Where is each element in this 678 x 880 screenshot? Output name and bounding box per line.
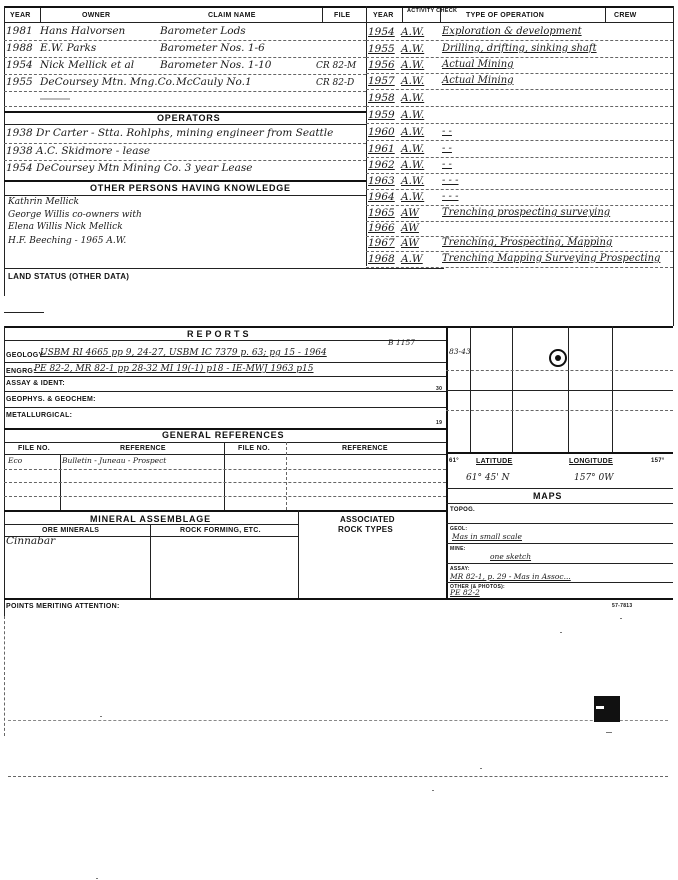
speck bbox=[560, 632, 562, 633]
owner-year: 1981 bbox=[6, 25, 33, 37]
speck bbox=[480, 768, 482, 769]
header-crew: CREW bbox=[614, 12, 637, 19]
operation-initials: A.W. bbox=[401, 109, 425, 121]
grid-line bbox=[446, 410, 673, 411]
operation-row-rule bbox=[366, 73, 673, 74]
operation-initials: A.W. bbox=[401, 191, 425, 203]
operation-initials: A.W. bbox=[401, 26, 425, 38]
operation-initials: AW bbox=[401, 207, 419, 219]
grid-line bbox=[512, 326, 513, 452]
operation-initials: AW bbox=[401, 222, 419, 234]
grid-line bbox=[446, 370, 673, 371]
latitude-value: 61° 45' N bbox=[466, 473, 510, 483]
section-rule bbox=[4, 195, 366, 196]
mine-label: MINE: bbox=[450, 546, 466, 552]
operation-initials: A.W. bbox=[401, 175, 425, 187]
section-rule bbox=[4, 598, 673, 600]
maps-title: MAPS bbox=[533, 491, 563, 501]
knowledge-entry: H.F. Beeching - 1965 A.W. bbox=[8, 236, 127, 246]
operation-year: 1964 bbox=[368, 191, 395, 203]
location-marker-icon bbox=[549, 349, 567, 367]
geophys-label: GEOPHYS. & GEOCHEM: bbox=[6, 396, 96, 403]
reference-header-2: REFERENCE bbox=[342, 445, 388, 452]
general-ref-text: Bulletin - Juneau - Prospect bbox=[62, 456, 167, 465]
operation-year: 1966 bbox=[368, 222, 395, 234]
operation-row-rule bbox=[366, 106, 673, 107]
operation-year: 1957 bbox=[368, 75, 395, 87]
owner-name: Nick Mellick et al bbox=[40, 59, 135, 71]
geology-value: USBM RI 4665 pp 9, 24-27, USBM IC 7379 p. 63; pg 15 - 1964 bbox=[40, 348, 327, 358]
form-number: 57-7813 bbox=[612, 603, 633, 609]
right-border bbox=[673, 6, 674, 326]
operation-initials: A.W. bbox=[401, 143, 425, 155]
center-divider bbox=[366, 6, 367, 266]
assay-map-value: MR 82-1, p. 29 - Mas in Assoc... bbox=[450, 572, 571, 581]
row-rule bbox=[4, 143, 366, 144]
grid-line bbox=[446, 390, 673, 391]
row-rule bbox=[446, 582, 673, 583]
header-file: FILE bbox=[334, 12, 351, 19]
operation-initials: AW bbox=[401, 237, 419, 249]
points-meriting-label: POINTS MERITING ATTENTION: bbox=[6, 603, 120, 610]
claim-name: Barometer Nos. 1-6 bbox=[160, 42, 265, 54]
claim-file: CR 82-M bbox=[316, 61, 357, 71]
scan-mark-inner bbox=[596, 706, 604, 709]
row-rule bbox=[4, 391, 446, 392]
long-suffix: 157° bbox=[651, 458, 665, 464]
operation-year: 1961 bbox=[368, 143, 395, 155]
operation-type: Trenching prospecting surveying bbox=[442, 207, 611, 218]
operation-initials: A.W. bbox=[401, 75, 425, 87]
operation-row-rule bbox=[366, 140, 673, 141]
ore-mineral-value: Cinnabar bbox=[6, 535, 56, 547]
header-activity: ACTIVITY CHECK bbox=[407, 8, 458, 14]
header-rule bbox=[4, 22, 674, 23]
operation-type: - - bbox=[442, 126, 452, 137]
operation-initials: A.W. bbox=[401, 159, 425, 171]
section-rule bbox=[4, 124, 366, 125]
mineral-assemblage-title: MINERAL ASSEMBLAGE bbox=[90, 514, 211, 524]
knowledge-entry: George Willis co-owners with bbox=[8, 210, 142, 220]
operation-year: 1963 bbox=[368, 175, 395, 187]
header-divider bbox=[440, 8, 441, 22]
speck bbox=[606, 732, 612, 733]
section-rule bbox=[4, 180, 366, 182]
marker-text: 83-43 bbox=[449, 347, 471, 356]
operation-year: 1958 bbox=[368, 92, 395, 104]
row-rule bbox=[4, 91, 366, 92]
header-divider bbox=[605, 8, 606, 22]
operation-type: Drilling, drifting, sinking shaft bbox=[442, 43, 597, 54]
ore-minerals-header: ORE MINERALS bbox=[42, 527, 100, 534]
row-rule bbox=[4, 57, 366, 58]
operation-row-rule bbox=[366, 40, 673, 41]
header-divider bbox=[402, 8, 403, 22]
metallurgical-label: METALLURGICAL: bbox=[6, 412, 73, 419]
assay-label: ASSAY & IDENT: bbox=[6, 380, 66, 387]
col-rule bbox=[286, 442, 287, 510]
row-rule bbox=[4, 482, 446, 483]
operation-row-rule bbox=[366, 157, 673, 158]
owner-name: DeCoursey Mtn. Mng.Co. bbox=[40, 76, 176, 88]
operation-type: Trenching Mapping Surveying Prospecting bbox=[442, 253, 661, 264]
header-year-2: YEAR bbox=[373, 12, 394, 19]
header-claim-name: CLAIM NAME bbox=[208, 12, 256, 19]
row-rule bbox=[4, 407, 446, 408]
operation-initials: A.W. bbox=[401, 92, 425, 104]
geology-note: B 1157 bbox=[388, 338, 415, 347]
other-photos-label: OTHER (& PHOTOS): bbox=[450, 584, 506, 590]
geol-value: Mas in small scale bbox=[452, 532, 522, 541]
operation-initials: A.W. bbox=[401, 126, 425, 138]
owner-year: 1988 bbox=[6, 42, 33, 54]
row-rule bbox=[4, 362, 446, 363]
owner-name: E.W. Parks bbox=[40, 42, 97, 54]
owner-year: 1954 bbox=[6, 59, 33, 71]
row-rule bbox=[4, 106, 366, 107]
row-rule bbox=[446, 523, 673, 524]
row-rule bbox=[446, 563, 673, 564]
operation-type: Actual Mining bbox=[442, 59, 514, 70]
section-rule bbox=[446, 503, 673, 504]
right-panel-divider bbox=[446, 326, 448, 598]
other-photos-value: PE 82-2 bbox=[450, 588, 480, 597]
operation-type: Exploration & development bbox=[442, 26, 582, 37]
operation-row-rule bbox=[366, 57, 673, 58]
header-type-of-operation: TYPE OF OPERATION bbox=[466, 12, 545, 19]
associated-label: ASSOCIATED bbox=[340, 515, 395, 524]
operation-year: 1967 bbox=[368, 237, 395, 249]
margin-mark: 19 bbox=[436, 420, 443, 426]
operation-row-rule bbox=[366, 189, 673, 190]
land-status-label: LAND STATUS (OTHER DATA) bbox=[8, 272, 130, 281]
rock-forming-header: ROCK FORMING, ETC. bbox=[180, 527, 261, 534]
operation-type: - - bbox=[442, 143, 452, 154]
row-rule bbox=[4, 40, 366, 41]
operation-initials: A.W bbox=[401, 253, 423, 265]
land-status-mark bbox=[4, 312, 44, 313]
engrg-value: PE 82-2, MR 82-1 pp 28-32 MI 19(-1) p18 - IE-MWJ 1963 p15 bbox=[34, 364, 314, 374]
general-references-title: GENERAL REFERENCES bbox=[162, 430, 285, 440]
operation-type: Trenching, Prospecting, Mapping bbox=[442, 237, 613, 248]
operation-type: - - - bbox=[442, 191, 459, 202]
claim-name: McCauly No.1 bbox=[176, 76, 252, 88]
lat-prefix: 61° bbox=[449, 458, 459, 464]
section-rule bbox=[4, 510, 446, 512]
header-year: YEAR bbox=[10, 12, 31, 19]
operators-title: OPERATORS bbox=[157, 113, 221, 123]
section-rule bbox=[4, 524, 298, 525]
operator-entry: 1954 DeCoursey Mtn Mining Co. 3 year Lease bbox=[6, 162, 253, 174]
operation-type: Actual Mining bbox=[442, 75, 514, 86]
section-rule bbox=[446, 452, 673, 454]
row-rule bbox=[4, 469, 446, 470]
rock-types-label: ROCK TYPES bbox=[338, 525, 394, 534]
geology-label: GEOLOGY: bbox=[6, 352, 46, 359]
grid-line bbox=[612, 326, 613, 452]
left-border bbox=[4, 326, 5, 616]
file-no-header: FILE NO. bbox=[18, 445, 50, 452]
speck bbox=[432, 790, 434, 791]
speck bbox=[100, 716, 102, 717]
topog-label: TOPOG. bbox=[450, 507, 476, 513]
top-border bbox=[4, 6, 674, 8]
general-ref-file: Eco bbox=[8, 456, 23, 465]
col-rule bbox=[298, 510, 299, 598]
operation-year: 1965 bbox=[368, 207, 395, 219]
section-rule bbox=[4, 268, 444, 269]
margin-rule bbox=[4, 616, 5, 736]
section-rule bbox=[4, 340, 446, 341]
assay-map-label: ASSAY: bbox=[450, 566, 470, 572]
header-divider bbox=[40, 8, 41, 22]
left-border bbox=[4, 6, 5, 296]
engrg-label: ENGRG: bbox=[6, 368, 36, 375]
col-rule bbox=[224, 442, 225, 510]
grid-line bbox=[470, 326, 471, 452]
operation-year: 1968 bbox=[368, 253, 395, 265]
operation-year: 1954 bbox=[368, 26, 395, 38]
owner-year: 1955 bbox=[6, 76, 33, 88]
smudge bbox=[40, 98, 70, 100]
speck bbox=[340, 720, 342, 721]
operation-row-rule bbox=[366, 251, 673, 252]
row-rule bbox=[4, 454, 446, 455]
operation-year: 1955 bbox=[368, 43, 395, 55]
file-no-header-2: FILE NO. bbox=[238, 445, 270, 452]
operation-year: 1962 bbox=[368, 159, 395, 171]
claim-name: Barometer Lods bbox=[160, 25, 246, 37]
speck bbox=[96, 878, 98, 879]
claim-file: CR 82-D bbox=[316, 78, 355, 88]
row-rule bbox=[4, 74, 366, 75]
row-rule bbox=[4, 376, 446, 377]
speck bbox=[620, 618, 622, 619]
faint-rule bbox=[8, 720, 668, 721]
owner-name: Hans Halvorsen bbox=[40, 25, 126, 37]
operation-year: 1956 bbox=[368, 59, 395, 71]
longitude-value: 157° 0W bbox=[574, 473, 614, 483]
operation-type: - - bbox=[442, 159, 452, 170]
section-rule bbox=[4, 326, 673, 328]
header-owner: OWNER bbox=[82, 12, 111, 19]
header-divider bbox=[322, 8, 323, 22]
latitude-label: LATITUDE bbox=[476, 458, 513, 465]
operation-row-rule bbox=[366, 205, 673, 206]
longitude-label: LONGITUDE bbox=[569, 458, 613, 465]
claim-name: Barometer Nos. 1-10 bbox=[160, 59, 272, 71]
operation-year: 1959 bbox=[368, 109, 395, 121]
operation-row-rule bbox=[366, 173, 673, 174]
row-rule bbox=[4, 160, 366, 161]
operation-year: 1960 bbox=[368, 126, 395, 138]
reports-title: REPORTS bbox=[187, 329, 252, 339]
operator-entry: 1938 Dr Carter - Stta. Rohlphs, mining engineer from Seattle bbox=[6, 127, 334, 139]
geol-label: GEOL: bbox=[450, 526, 468, 532]
scan-mark bbox=[594, 696, 620, 722]
operation-row-rule bbox=[366, 89, 673, 90]
mine-value: one sketch bbox=[490, 552, 532, 561]
row-rule bbox=[4, 496, 446, 497]
section-rule bbox=[4, 442, 446, 443]
knowledge-entry: Kathrin Mellick bbox=[8, 197, 80, 207]
reference-header: REFERENCE bbox=[120, 445, 166, 452]
knowledge-title: OTHER PERSONS HAVING KNOWLEDGE bbox=[90, 183, 291, 193]
col-rule bbox=[150, 524, 151, 598]
operation-row-rule bbox=[366, 123, 673, 124]
operation-initials: A.W. bbox=[401, 59, 425, 71]
faint-rule bbox=[8, 776, 668, 777]
section-rule bbox=[446, 488, 673, 489]
operator-entry: 1938 A.C. Skidmore - lease bbox=[6, 145, 151, 157]
operation-initials: A.W. bbox=[401, 43, 425, 55]
grid-line bbox=[568, 326, 569, 452]
margin-mark: 30 bbox=[436, 386, 443, 392]
row-rule bbox=[446, 543, 673, 544]
operation-type: - - - bbox=[442, 175, 459, 186]
knowledge-entry: Elena Willis Nick Mellick bbox=[8, 222, 123, 232]
